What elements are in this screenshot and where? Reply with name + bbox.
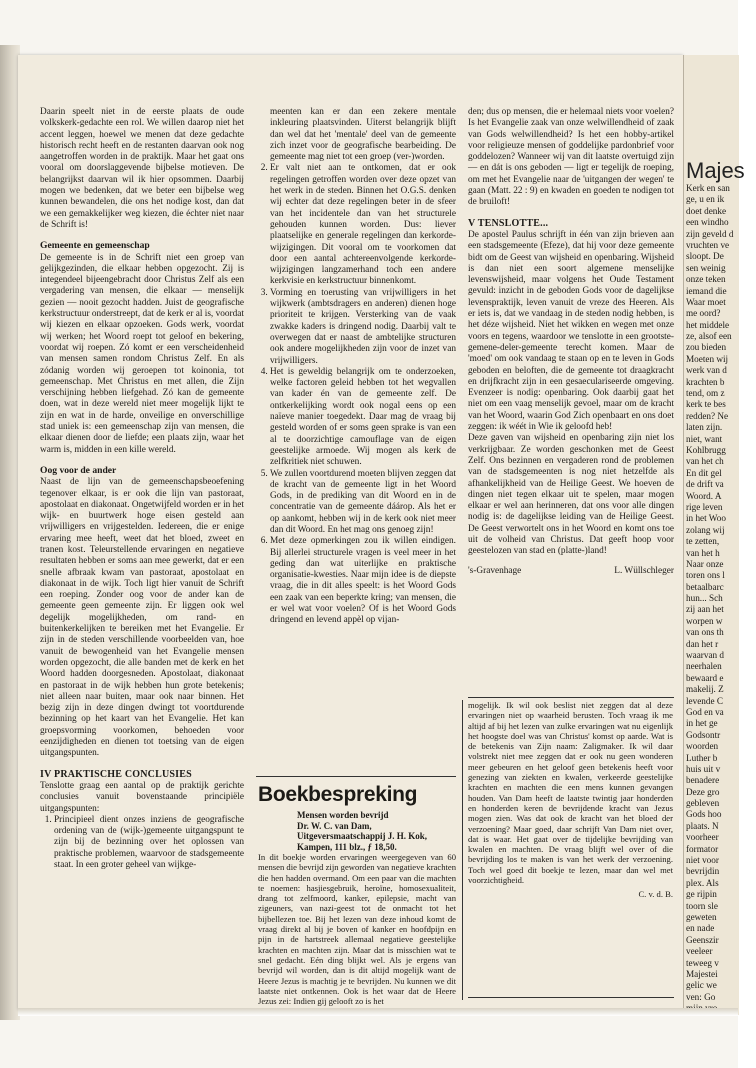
review-section-title: Boekbespreking — [258, 783, 418, 806]
place-name: 's-Gravenhage — [468, 565, 522, 576]
facing-page-line: worpen w — [686, 615, 723, 626]
facing-page-line: gebleven — [686, 798, 720, 809]
review-text-left: In dit boekje worden ervaringen weergegeven van 60 mensen die bevrijd zijn geworden van negatieve krachten die hen hadden overmand. Om een paar van die machten te noemen: hasjiesgebruik, heroïne, homosexualiteit, drang tot zelfmoord, kanker, epilepsie, macht van zigeuners, van nazi-geest tot de onmacht tot het bijbellezen toe. Bij het lezen van deze inhoud komt de vraag direkt al bij je boven of kanker en hoofdpijn en pijn in de hartstreek allemaal negatieve geestelijke krachten en machten zijn. Maar dat is misschien wat te snel gedacht. Eén ding blijkt wel. Als je ergens van bevrijd wil worden, dan is dit altijd mogelijk want de Heere Jezus is machtig je te bevrijden. Nu kunnen we dit laatste niet ontkennen. Ook is het waar dat de Heere Jezus zei: Indien gij gelooft zo is het — [258, 852, 456, 1007]
list-item: 5. We zullen voortdurend moeten blijven zeggen dat de kracht van de gemeente ligt in het Woord Gods, in de prediking van dit Woord en in de concentratie van de gemeente dáárop. Als het er op aankomt, hebben wij in de kerk ook niet meer dan dit Woord. En het mag ons genoeg zijn! — [270, 469, 456, 537]
facing-page-line: kerk te bes — [686, 399, 726, 410]
facing-page-line: God en va — [686, 706, 724, 717]
facing-page-line: krachten b — [686, 376, 725, 387]
facing-page-line: gelic we — [686, 980, 717, 991]
facing-page-line: neerhalen — [686, 661, 722, 672]
facing-page-line: ze, alsof een — [686, 331, 732, 342]
facing-page-line: onze teken — [686, 274, 726, 285]
facing-page-line: Gods hoo — [686, 809, 722, 820]
facing-page-line: sloopt. De — [686, 251, 724, 262]
divider-review-top — [256, 776, 456, 777]
facing-page-line: de drift va — [686, 479, 724, 490]
facing-page-text — [686, 183, 756, 1015]
paragraph-paulus: De apostel Paulus schrijft in één van zijn brieven aan een stadsgemeente (Efeze), dat hij voor deze gemeente bidt om de Geest van wijsheid en openbaring. Wijsheid is dan niet een soort algemene menselijke levenswijsheid, maar volgens het Oude Testament gevuld: inzicht in de geboden Gods voor de dagelijkse levenspraktijk, leven vanuit de vreze des Heeren. Als er iets is, dat we vandaag in de steden nodig hebben, is het déze wijsheid. Niet het wikken en wegen met onze voors en tegens, waardoor we tenslotte in een grootste-gemene-deler-gemeente terecht komen. Maar de 'moed' om ook vandaag te staan op en te leven in Gods geboden en beloften, die de gemeente tot draagkracht en drijfkracht zijn in een gesaeculariseerde omgeving. Evenzeer is nodig: openbaring. Ook daarbij gaat het niet om een vaag menselijk gevoel, maar om de kracht van het Woord, waarin God Zich openbaart en ons doet zeggen: ik wéét in Wie ik geloofd heb! — [468, 229, 674, 433]
facing-page-line: ge rijpin — [686, 889, 717, 900]
intro-paragraph: Daarin speelt niet in de eerste plaats de oude volkskerk-gedachte een rol. We willen daarop niet het accent leggen, hoewel we menen dat deze gedachte historisch recht heeft en de restanten daarvan ook nog aangetroffen worden in de praktijk. Maar het gaat ons vooral om doorslaggevende bijbelse motieven. De belangrijkst daarvan wil ik hier opsommen. Daarbij mogen we bedenken, dat we beter een bijbelse weg kunnen bewandelen, die ons het nodige kost, dan dat we een gemakkelijker weg kiezen, die échter niet naar de Schrift is! — [40, 107, 244, 230]
facing-page-line: voorheer — [686, 832, 719, 843]
facing-page-line: in het ge — [686, 718, 718, 729]
facing-page-line: rige leven — [686, 501, 723, 512]
review-column-divider — [462, 700, 463, 1000]
facing-page-line: zijn geveld d — [686, 228, 734, 239]
facing-page-line: me oord? — [686, 308, 721, 319]
column-left — [40, 107, 244, 871]
facing-page-line: het middele — [686, 319, 730, 330]
review-book-info — [297, 810, 457, 852]
facing-page-line: plaats. N — [686, 820, 719, 831]
list-item: 2. Er valt niet aan te ontkomen, dat er ook regelingen getroffen worden over deze opzet van het werk in de steden. Binnen het O.G.S. denken wij echter dat deze regelingen beter in de sfeer van het incidentele dan van het structurele gehouden kunnen worden. Dus: liever plaatselijke en generale regelingen dan kerkorde-wijzigingen. Dit vooral om te voorkomen dat door een aantal achtereenvolgende kerkorde-wijzigingen langzamerhand toch een andere kerkvisie en kerkstructuur binnenkomt. — [270, 163, 456, 287]
paragraph-oog: Naast de lijn van de gemeenschapsbeoefening tegenover elkaar, is er ook die lijn van pastoraat, apostolaat en diakonaat. Ongetwijfeld worden er in het wijk- en buurtwerk hoge eisen gesteld aan vrijwilligers en vrijgestelden. Iedereen, die er enige ervaring mee heeft, weet dat het bloed, zweet en tranen kost. Teleurstellende ervaringen en negatieve resultaten hebben er soms aan mee gewerkt, dat er een snelle afbraak kwam van pastoraat, apostolaat en diakonaat in de wijk. Toch ligt hier vanuit de Schrift een roeping. Zonder oog voor de ander kan de gemeente geen gemeente zijn. Er liggen ook wel degelijk mogelijkheden, om rand- en buitenkerkelijken te bereiken met het Evangelie. Er zijn in de steden verschillende voorbeelden van, hoe vanuit de bewogenheid van het Evangelie mensen worden opgezocht, die alle banden met de kerk en het Woord hadden doorgesneden. Apostolaat, diakonaat en pastoraat in de wijk hebben hun grote betekenis; niet alleen naar buiten, maar ook naar binnen. Het bezig zijn in deze dingen dwingt tot voortdurende bezinning op het kaart van het Evangelie. Het kan groepsvorming voorkomen, behoeden voor eenzijdigheden en dienen tot toetsing van de eigen uitgangspunten. — [40, 477, 244, 759]
reviewer-initials: C. v. d. B. — [638, 889, 673, 900]
facing-page-line: Deze gro — [686, 786, 720, 797]
list-item: 1. Principieel dient onzes inziens de geografische ordening van de (wijk-)gemeente uitgangspunt te zijn bij de bezinning over het oplossen van praktische problemen, waarvoor de stadsgemeente staat. In een groter geheel van wijkge- — [54, 815, 244, 871]
heading-tenslotte: V TENSLOTTE... — [468, 217, 549, 229]
facing-page-line: sen weinig — [686, 262, 726, 273]
book-biblio: Dr. W. C. van Dam, Uitgeversmaatschappij J. H. Kok, Kampen, 111 blz., ƒ 18,50. — [297, 820, 427, 852]
divider-right-bottom — [468, 997, 674, 998]
facing-page-line: in het Woo — [686, 513, 726, 524]
author-name: L. Wüllschleger — [614, 565, 674, 576]
facing-page-line: zou bieden — [686, 342, 727, 353]
facing-page-line: zolang wij — [686, 524, 725, 535]
facing-page-line: geweten — [686, 912, 717, 922]
facing-page-line: benadere — [686, 775, 720, 786]
facing-page-line: bewaard e — [686, 672, 724, 683]
paragraph-continuation: den; dus op mensen, die er helemaal niets voor voelen? Is het Evangelie zaak van onze welwillendheid of zaak van Gods welwillendheid? Is het een hobby-artikel voor religieuze mensen of goddelijke pardonbrief voor goddelozen? Wanneer wij van dit laatste overtuigd zijn — en dát is ons geboden — ligt er tegelijk de roeping, om met het Evangelie naar de 'uitgangen der wegen' te gaan (Matt. 22 : 9) en kwaden en goeden te nodigen tot de bruiloft! — [468, 107, 674, 208]
facing-page-line: en nade — [686, 923, 715, 934]
book-title: Mensen worden bevrijd — [297, 810, 389, 820]
facing-page-line: zij aan het — [686, 604, 724, 615]
facing-page-line: niet, want — [686, 433, 723, 444]
facing-page-line: En dit gel — [686, 467, 722, 478]
heading-gemeente: Gemeente en gemeenschap — [40, 240, 150, 252]
divider-right-column — [468, 697, 674, 698]
facing-page-line: makelij. Z — [686, 684, 724, 695]
facing-page-line: van het ch — [686, 456, 724, 467]
review-paragraph: mogelijk. Ik wil ook beslist niet zeggen dat al deze ervaringen niet op waarheid berusten. Toch vraag ik me altijd af bij het lezen van zulke ervaringen wat nu eigenlijk het hoogste doel was van Christus' komst op aarde. Wat is de betekenis van Zijn naam: Zaligmaker. Ik wil daar volstrekt niet mee zeggen dat er ook nu geen wonderen meer gebeuren en het geloof geen betekenis heeft voor genezing van ziekten en kwalen, verkeerde geestelijke krachten en machten die een mens kunnen gevangen houden. Van Dam heeft de laatste twintig jaar honderden en honderden keren de bevrijdende kracht van Jezus mogen zien. Was dat ook de kracht van het bloed der verzoening? Maar goed, daar schrijft Van Dam niet over, dat is waar. Het gaat over de tijdelijke bevrijding van kwalen en machten. De vraag blijft wel over of die bevrijding los te maken is van het werk der verzoening. Toch wel goed dit boekje te lezen, maar dan wel met voorzichtigheid. — [468, 700, 673, 886]
facing-page-line: niet voor — [686, 855, 719, 866]
list-item: 3. Vorming en toerusting van vrijwilligers in het wijkwerk (ambtsdragers en anderen) dienen hoge prioriteit te krijgen. Versterking van de vaak zwakke kaders is dringend nodig. Daarbij valt te overwegen dat er naast de ambtelijke structuren ook andere mogelijkheden zijn voor de inzet van vrijwilligers. — [270, 288, 456, 367]
signature-line — [468, 566, 674, 577]
facing-page-line: Kerk en san — [686, 183, 730, 193]
facing-page-line: dan het r — [686, 638, 719, 649]
facing-page-line: Naar onze — [686, 558, 724, 569]
paragraph-conclusies: Tenslotte graag een aantal op de praktijk gerichte conclusies vanuit bovenstaande principiële uitgangspunten: — [40, 780, 244, 814]
facing-page-line: waarvan d — [686, 650, 725, 661]
facing-page-line: redden? Ne — [686, 410, 729, 421]
facing-page-line: te zetten, — [686, 536, 720, 547]
facing-page-line: Godsontr — [686, 729, 721, 740]
list-item: 6. Met deze opmerkingen zou ik willen eindigen. Bij allerlei structurele vragen is veel meer in het geding dan wat uiterlijke en praktische organisatie-kwesties. Naar mijn idee is de diepste vraag, die in dit alles speelt: is het Woord Gods een zaak van een beperkte kring; van mensen, die er wel wat voor voelen? Of is het Woord Gods dringend en levend appèl op vijan- — [270, 536, 456, 626]
facing-page-line: Waar moet — [686, 296, 726, 307]
facing-page-line: laten zijn. — [686, 422, 723, 433]
facing-page-line: veeleer — [686, 946, 713, 957]
facing-page-line: een windho — [686, 217, 729, 228]
facing-page-line: bevrijdin — [686, 866, 720, 877]
paragraph-gaven: Deze gaven van wijsheid en openbaring zijn niet los verkrijgbaar. Ze worden geschonken met de Geest Zelf. Ons bezinnen en vergaderen rond de problemen van de stadsgemeenten is nog niet hetzelfde als afhankelijkheid van de Heilige Geest. We hoeven de dingen niet tegen elkaar uit te spelen, maar mogen elkaar er wel aan herinneren, dat ons voor alle dingen nodig is: de dagelijkse leiding van de Heilige Geest. De Geest verwortelt ons in het Woord en komt ons toe uit de volheid van Christus. Dat geeft hoop voor geestelozen van stad en (platte-)land! — [468, 433, 674, 557]
facing-page-line: toorn sle — [686, 900, 718, 911]
facing-page-line: plex. Als — [686, 877, 719, 888]
facing-page-line: iemand die — [686, 285, 727, 296]
facing-page-line: vruchten ve — [686, 239, 730, 250]
facing-page-line: Woord. A — [686, 490, 722, 501]
facing-page-line: levende C — [686, 695, 723, 706]
facing-page-line: hun... Sch — [686, 593, 723, 604]
facing-page-line: Moeten wij — [686, 353, 729, 364]
facing-page-line: Geenszir — [686, 934, 719, 945]
conclusions-list — [256, 163, 456, 626]
facing-page-line: toren ons l — [686, 570, 725, 581]
facing-page-line: betaalbarc — [686, 581, 724, 592]
column-middle — [256, 107, 456, 627]
heading-conclusies: IV PRAKTISCHE CONCLUSIES — [40, 768, 192, 780]
facing-page-line: formator — [686, 843, 719, 854]
facing-page-line: doet denke — [686, 205, 727, 216]
facing-page-line: huis uit v — [686, 763, 721, 774]
list-continuation: meenten kan er dan een zekere mentale inkleuring plaatsvinden. Uiterst belangrijk blijft dan wel dat het 'mentale' deel van de gemeente zich inzet voor de geografische bearbeiding. De gemeente mag niet tot een groep (ver-)worden. — [270, 107, 456, 163]
facing-page-line: woorden — [686, 741, 719, 752]
review-text-right — [468, 700, 673, 900]
facing-page-line: ven: Go — [686, 991, 716, 1002]
conclusions-list-start — [40, 815, 244, 871]
paragraph-gemeente: De gemeente is in de Schrift niet een groep van gelijkgezinden, die elkaar hebben opgezocht. Zij is integendeel bijeengebracht door Christus Zelf als een vergadering van mensen, die elkaar — menselijk gezien — nooit gezocht hadden. Juist de geografische kerkstructuur onderstreept, dat de kerk er al is, voordat wij kiezen en elkaar opzoeken. Gods werk, voordat wij werken; het Woord roept tot geloof en bekering, voordat wij roepen. Zó komt er een verscheidenheid van mensen samen rondom Christus Zelf. En als zódanig worden wij geroepen tot koinonia, tot gemeenschap. Met Christus en met allen, die Zijn verschijning hebben liefgehad. Zó kan de gemeente doen, wat in deze wereld niet meer mogelijk lijkt te zijn en wat in de harde, onveilige en onverschillige stad uniek is: een gemeenschap zijn van mensen, die elkaar dienen door de liefde; een plaats zijn, waar het warm is, midden in een kille wereld. — [40, 252, 244, 455]
facing-page-line: Luther b — [686, 752, 718, 763]
facing-page-line: tend, om z — [686, 388, 725, 399]
facing-page-line: Kohlbrugg — [686, 444, 726, 455]
list-item: 4. Het is geweldig belangrijk om te onderzoeken, welke factoren geleid hebben tot het wegvallen van kader én van de gemeente zelf. De ontkerkelijking wordt ook nogal eens op een naïeve manier toegedekt. Daar mag de vraag bij gesteld worden of er soms geen sprake is van een al te doorzichtige camouflage van de eigen geestelijke armoede. Wij mogen als kerk de zelfkritiek niet schuwen. — [270, 367, 456, 469]
facing-page-line: teweeg v — [686, 957, 719, 968]
binding-edge — [0, 45, 20, 1020]
column-right — [468, 107, 674, 577]
facing-page-line: werk van d — [686, 365, 727, 376]
heading-oog: Oog voor de ander — [40, 464, 117, 476]
facing-page-line: ge, u en ik — [686, 194, 725, 205]
facing-page-line: Majestei — [686, 968, 718, 979]
facing-page-line: van ons th — [686, 627, 724, 638]
facing-page-line: van het h — [686, 547, 720, 558]
facing-page-title: Majes — [686, 158, 745, 183]
page-shadow — [18, 1008, 738, 1016]
